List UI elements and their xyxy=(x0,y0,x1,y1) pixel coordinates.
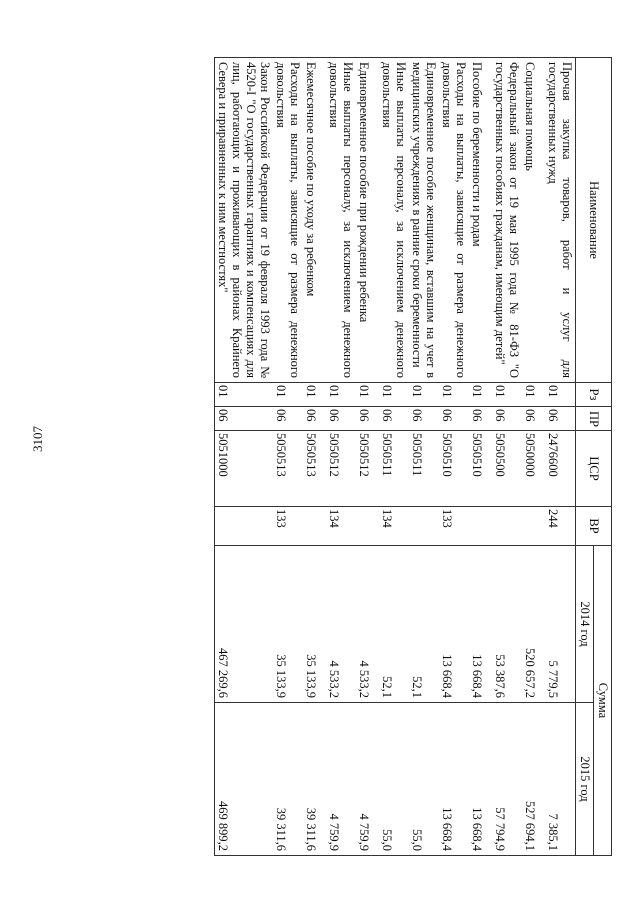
row-rz: 01 xyxy=(492,383,522,407)
table-row xyxy=(303,58,326,856)
row-rz: 01 xyxy=(215,383,274,407)
row-vr: 134 xyxy=(326,507,356,546)
header-sum: Сумма xyxy=(594,546,612,856)
row-name: Закон Российской Федерации от 19 февраля 1993 года № 4520-I "О государственных гарантиях и компенсациях для лиц, работающих и проживающих в районах Крайнего Севера и приравненных к ним местностях" xyxy=(215,58,274,383)
row-name: Расходы на выплаты, зависящие от размера денежного довольствия xyxy=(273,58,303,383)
row-sum-2015: 4 759,9 xyxy=(356,703,379,856)
header-2014: 2014 год xyxy=(576,546,594,703)
row-pr: 06 xyxy=(326,407,356,431)
row-csr: 5050512 xyxy=(326,431,356,507)
row-pr: 06 xyxy=(215,407,274,431)
row-rz: 01 xyxy=(522,383,545,407)
row-csr: 5050510 xyxy=(439,431,469,507)
row-csr: 5050000 xyxy=(522,431,545,507)
row-sum-2015: 527 694,1 xyxy=(522,703,545,856)
row-sum-2014: 35 133,9 xyxy=(273,546,303,703)
row-sum-2015: 39 311,6 xyxy=(303,703,326,856)
row-sum-2015: 4 759,9 xyxy=(326,703,356,856)
row-csr: 2476600 xyxy=(545,431,576,507)
table-row xyxy=(215,58,274,856)
row-sum-2014: 52,1 xyxy=(409,546,439,703)
row-vr xyxy=(522,507,545,546)
row-rz: 01 xyxy=(469,383,492,407)
row-pr: 06 xyxy=(273,407,303,431)
budget-table xyxy=(214,57,612,856)
table-row xyxy=(273,58,303,856)
row-vr xyxy=(469,507,492,546)
row-pr: 06 xyxy=(545,407,576,431)
row-name: Единовременное пособие женщинам, вставшим на учет в медицинских учреждениях в ранние сроки беременности xyxy=(409,58,439,383)
row-vr xyxy=(492,507,522,546)
page-number: 3107 xyxy=(30,426,45,452)
row-vr: 244 xyxy=(545,507,576,546)
row-name: Иные выплаты персоналу, за исключением денежного довольствия xyxy=(326,58,356,383)
row-pr: 06 xyxy=(439,407,469,431)
row-pr: 06 xyxy=(379,407,409,431)
row-vr: 133 xyxy=(273,507,303,546)
header-csr: ЦСР xyxy=(576,431,612,507)
row-name: Иные выплаты персоналу, за исключением денежного довольствия xyxy=(379,58,409,383)
row-sum-2015: 55,0 xyxy=(379,703,409,856)
row-sum-2015: 7 385,1 xyxy=(545,703,576,856)
table-row xyxy=(492,58,522,856)
row-csr: 5051000 xyxy=(215,431,274,507)
row-pr: 06 xyxy=(469,407,492,431)
row-name: Расходы на выплаты, зависящие от размера денежного довольствия xyxy=(439,58,469,383)
row-csr: 5050511 xyxy=(379,431,409,507)
row-rz: 01 xyxy=(303,383,326,407)
row-csr: 5050513 xyxy=(303,431,326,507)
row-name: Ежемесячное пособие по уходу за ребенком xyxy=(303,58,326,383)
row-sum-2014: 53 387,6 xyxy=(492,546,522,703)
row-name: Прочая закупка товаров, работ и услуг для государственных нужд xyxy=(545,58,576,383)
table-row xyxy=(545,58,576,856)
row-rz: 01 xyxy=(356,383,379,407)
row-sum-2015: 57 794,9 xyxy=(492,703,522,856)
row-vr xyxy=(303,507,326,546)
table-row xyxy=(522,58,545,856)
row-sum-2015: 13 668,4 xyxy=(469,703,492,856)
row-rz: 01 xyxy=(379,383,409,407)
row-name: Единовременное пособие при рождении ребенка xyxy=(356,58,379,383)
row-sum-2014: 4 533,2 xyxy=(356,546,379,703)
table-body xyxy=(215,58,576,856)
row-csr: 5050512 xyxy=(356,431,379,507)
row-sum-2014: 13 668,4 xyxy=(469,546,492,703)
row-pr: 06 xyxy=(356,407,379,431)
row-sum-2014: 52,1 xyxy=(379,546,409,703)
row-sum-2015: 39 311,6 xyxy=(273,703,303,856)
row-sum-2015: 469 899,2 xyxy=(215,703,274,856)
row-vr xyxy=(356,507,379,546)
header-2015: 2015 год xyxy=(576,703,594,856)
budget-table-sheet xyxy=(60,57,612,855)
row-pr: 06 xyxy=(303,407,326,431)
row-sum-2014: 467 269,6 xyxy=(215,546,274,703)
row-sum-2015: 13 668,4 xyxy=(439,703,469,856)
table-row xyxy=(379,58,409,856)
row-sum-2014: 5 779,5 xyxy=(545,546,576,703)
row-csr: 5050500 xyxy=(492,431,522,507)
header-name: Наименование xyxy=(576,58,612,383)
row-rz: 01 xyxy=(273,383,303,407)
header-pr: ПР xyxy=(576,407,612,431)
table-row xyxy=(469,58,492,856)
table-row xyxy=(439,58,469,856)
row-sum-2014: 35 133,9 xyxy=(303,546,326,703)
row-csr: 5050511 xyxy=(409,431,439,507)
row-vr xyxy=(215,507,274,546)
row-csr: 5050513 xyxy=(273,431,303,507)
header-rz: Рз xyxy=(576,383,612,407)
row-name: Федеральный закон от 19 мая 1995 года № 81-ФЗ "О государственных пособиях гражданам, имеющим детей" xyxy=(492,58,522,383)
row-name: Пособие по беременности и родам xyxy=(469,58,492,383)
row-name: Социальная помощь xyxy=(522,58,545,383)
row-pr: 06 xyxy=(409,407,439,431)
row-sum-2014: 520 657,2 xyxy=(522,546,545,703)
row-vr xyxy=(409,507,439,546)
row-sum-2015: 55,0 xyxy=(409,703,439,856)
row-rz: 01 xyxy=(326,383,356,407)
table-row xyxy=(356,58,379,856)
row-rz: 01 xyxy=(439,383,469,407)
row-vr: 133 xyxy=(439,507,469,546)
row-vr: 134 xyxy=(379,507,409,546)
header-vr: ВР xyxy=(576,507,612,546)
row-sum-2014: 13 668,4 xyxy=(439,546,469,703)
table-row xyxy=(409,58,439,856)
row-csr: 5050510 xyxy=(469,431,492,507)
row-pr: 06 xyxy=(492,407,522,431)
row-pr: 06 xyxy=(522,407,545,431)
row-sum-2014: 4 533,2 xyxy=(326,546,356,703)
row-rz: 01 xyxy=(409,383,439,407)
row-rz: 01 xyxy=(545,383,576,407)
table-row xyxy=(326,58,356,856)
